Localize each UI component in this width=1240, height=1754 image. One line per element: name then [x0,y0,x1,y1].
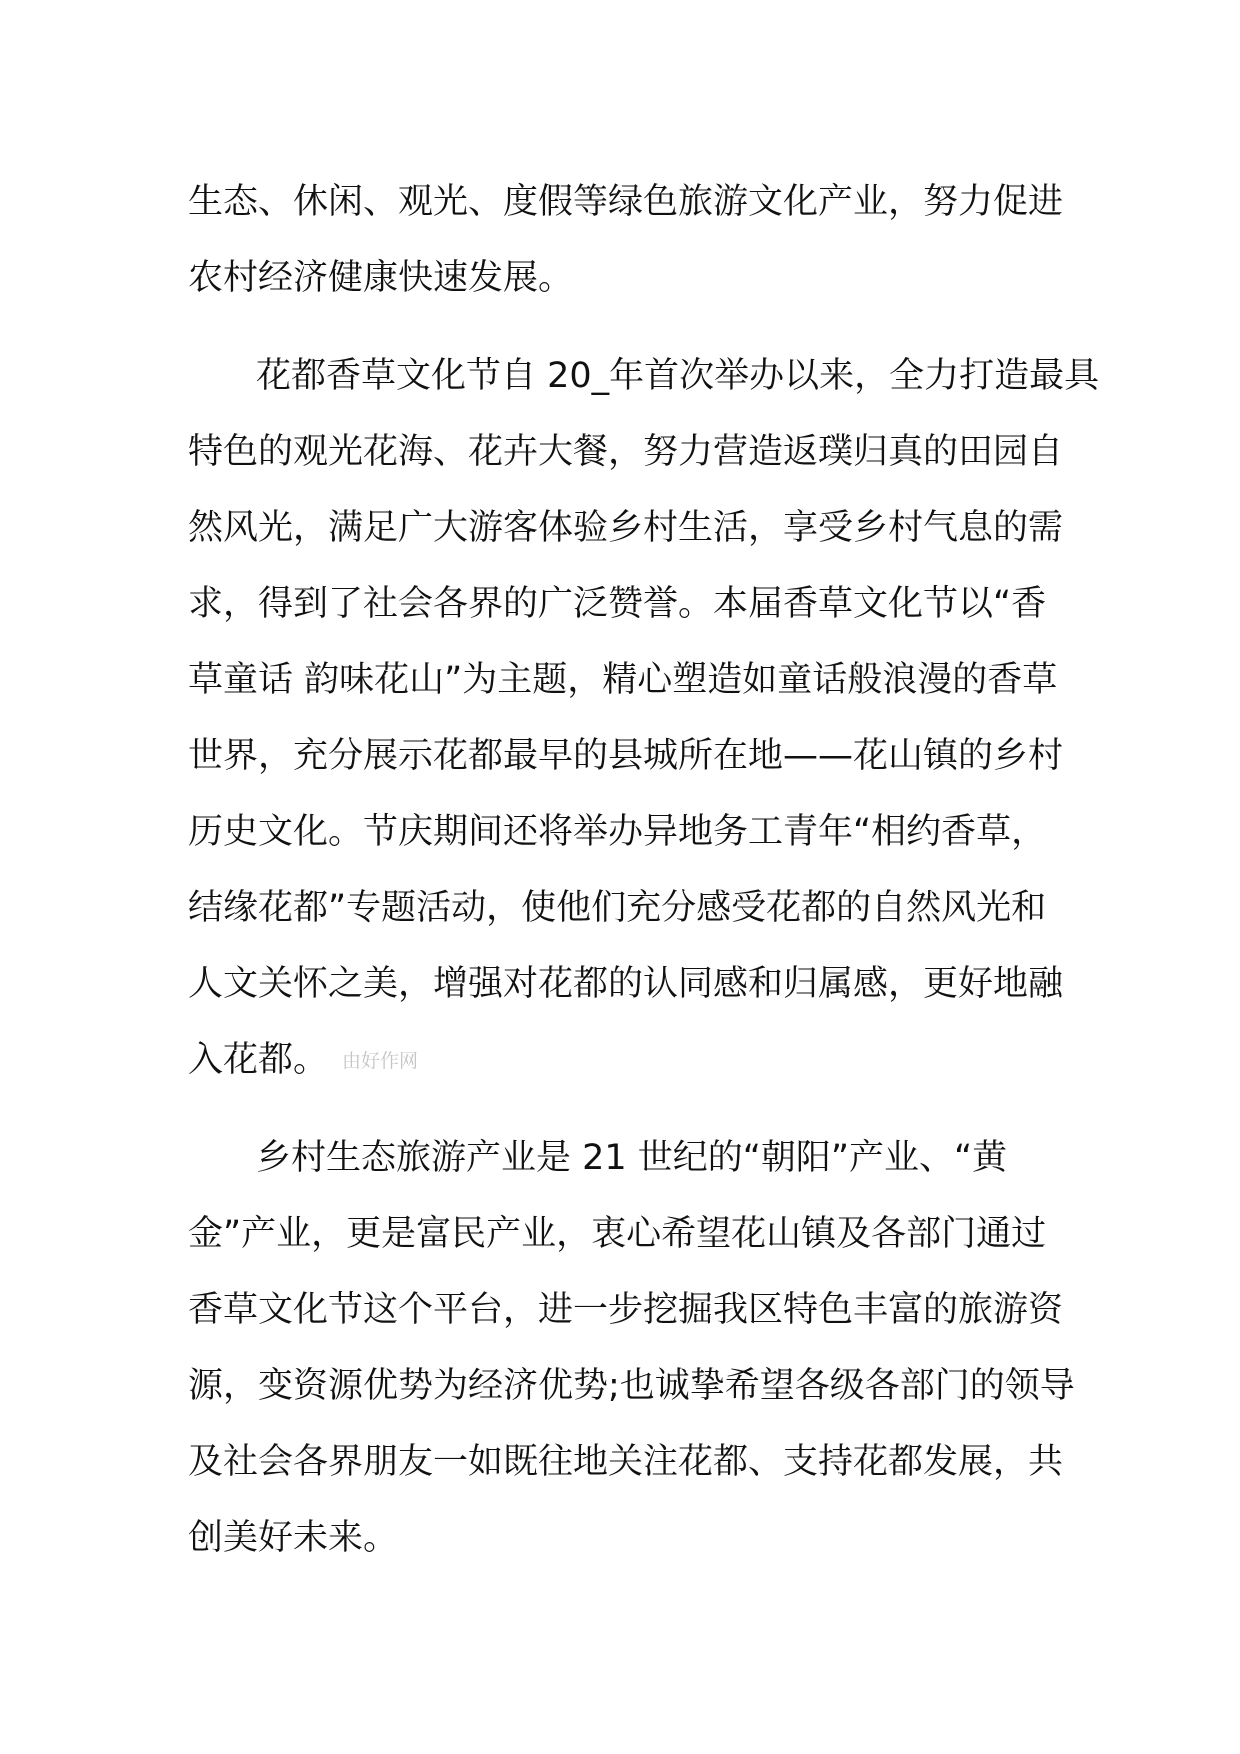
watermark-text: 由好作网 [342,1050,419,1072]
text-line: 历史文化。节庆期间还将举办异地务工青年“相约香草， [188,812,1047,852]
document-body [188,164,1100,1598]
text-line: 然风光，满足广大游客体验乡村生活，享受乡村气息的需 [188,508,1064,548]
text-line: 入花都。 [188,1040,329,1080]
text-line-with-watermark [188,1022,1068,1098]
text-line: 创美好未来。 [188,1518,399,1558]
text-line: 求，得到了社会各界的广泛赞誉。本届香草文化节以“香 [188,584,1047,624]
text-line: 金”产业，更是富民产业，衷心希望花山镇及各部门通过 [188,1214,1047,1254]
text-line: 结缘花都”专题活动，使他们充分感受花都的自然风光和 [188,888,1047,928]
text-line: 及社会各界朋友一如既往地关注花都、支持花都发展，共 [188,1442,1064,1482]
text-line: 源，变资源优势为经济优势;也诚挚希望各级各部门的领导 [188,1366,1075,1406]
text-line: 人文关怀之美，增强对花都的认同感和归属感，更好地融 [188,964,1064,1004]
text-line: 世界，充分展示花都最早的县城所在地——花山镇的乡村 [188,736,1064,776]
text-line: 香草文化节这个平台，进一步挖掘我区特色丰富的旅游资 [188,1290,1064,1330]
paragraph-3 [188,1120,1075,1576]
text-line: 乡村生态旅游产业是 21 世纪的“朝阳”产业、“黄 [256,1138,1008,1178]
text-line: 农村经济健康快速发展。 [188,258,574,298]
text-line: 特色的观光花海、花卉大餐，努力营造返璞归真的田园自 [188,432,1064,472]
text-line: 花都香草文化节自 20_年首次举办以来，全力打造最具 [256,356,1100,396]
paragraph-2 [188,338,1100,1098]
paragraph-1 [188,164,1068,316]
text-line: 生态、休闲、观光、度假等绿色旅游文化产业，努力促进 [188,182,1064,222]
text-line: 草童话 韵味花山”为主题，精心塑造如童话般浪漫的香草 [188,660,1058,700]
